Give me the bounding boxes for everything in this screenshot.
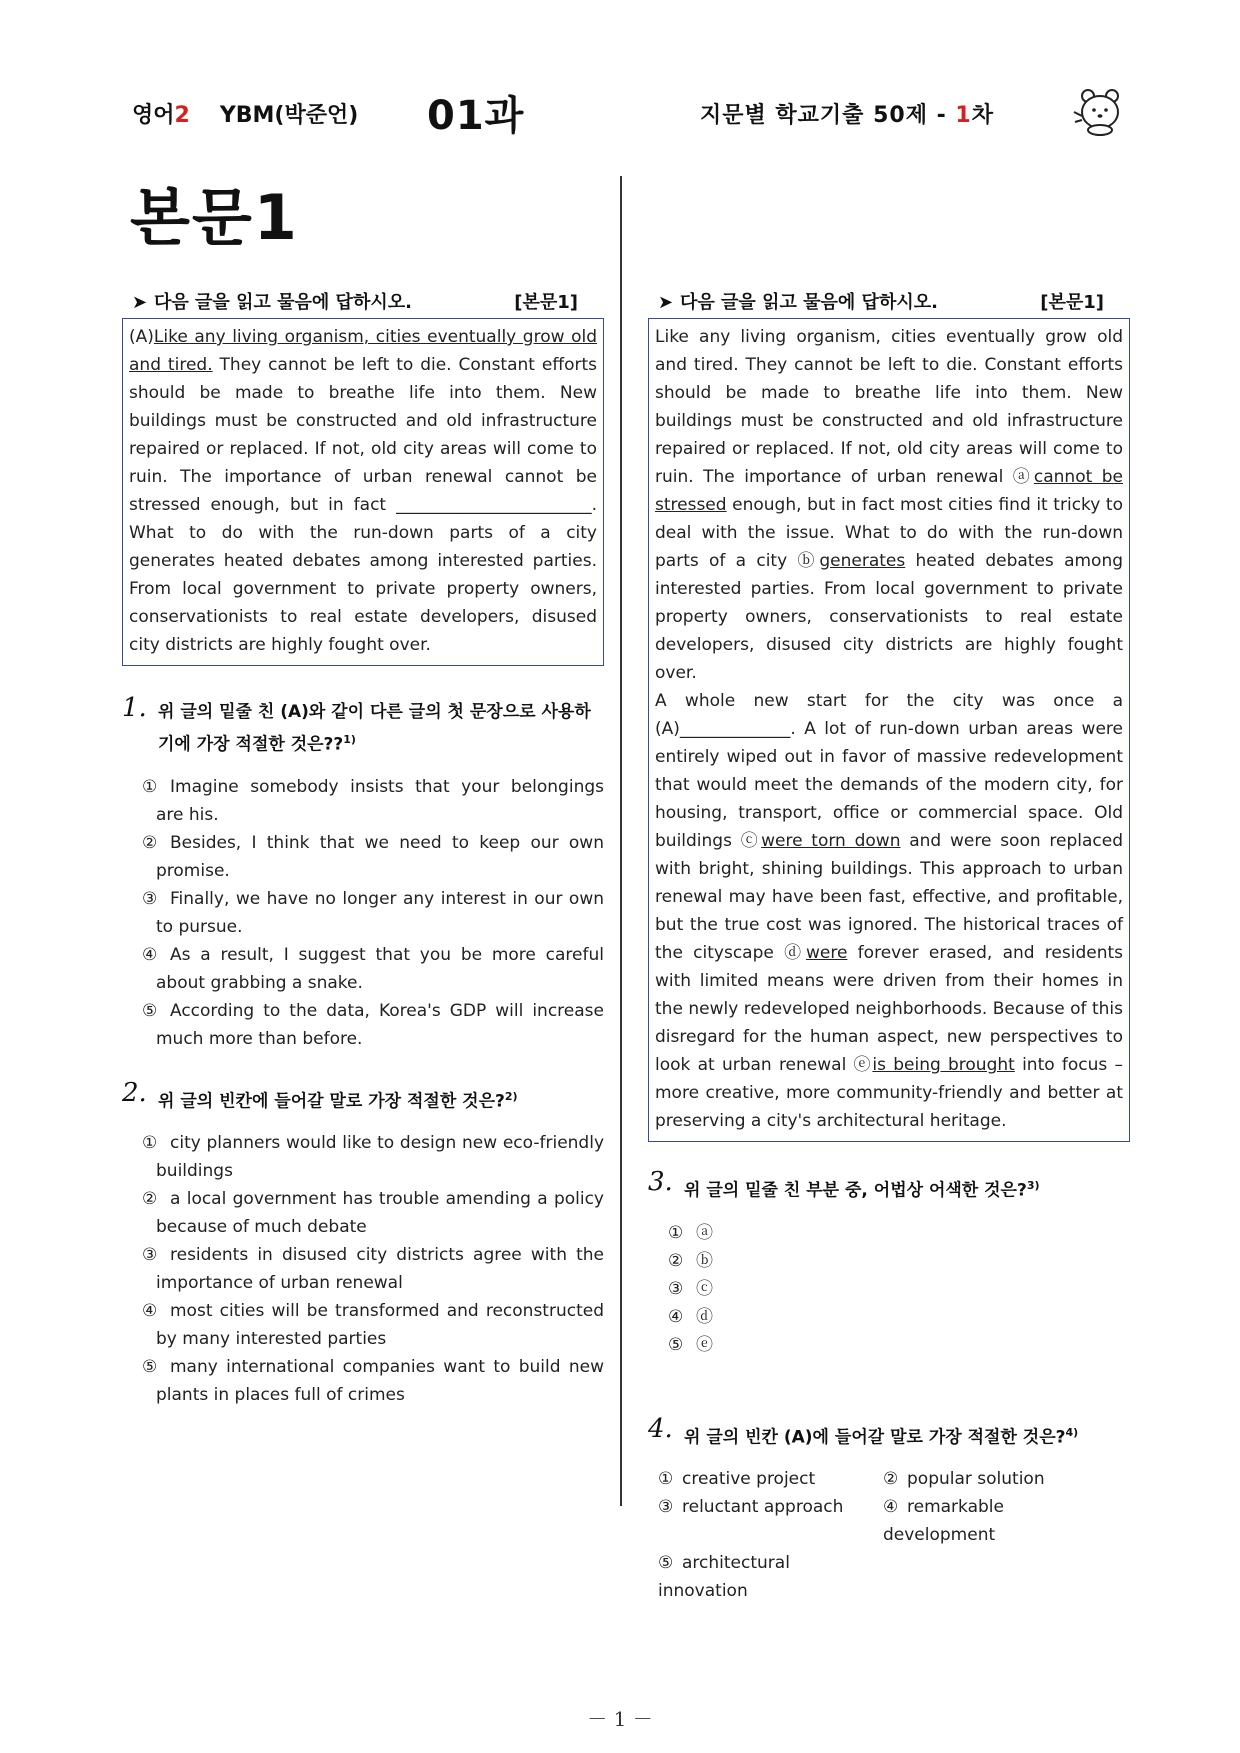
choice-mark: ⑤ [142,1357,158,1378]
footnote-ref: 2) [504,1089,518,1103]
choice-item[interactable] [132,1185,604,1241]
choice-mark: ① [142,776,158,797]
passage-text: into focus – more creative, more community-friendly and better at preserving a city's architectural heritage. [655,1055,1123,1131]
left-column [122,288,604,1409]
paragraph-2 [655,687,1123,1135]
choice-mark: ④ [883,1497,899,1518]
section-title: 본문1 [130,181,299,254]
choice-item[interactable] [658,1493,883,1549]
choice-item[interactable] [132,1353,604,1409]
passage-text: . What to do with the run-down parts of a city generates heated debates among interested parties. From local government to private property owners, conservationists to real estate developers, disused city districts are highly fought over. [129,495,597,655]
choice-item[interactable] [658,1303,1130,1331]
page-number: － 1 － [587,1707,653,1731]
question-text: 위 글의 빈칸 (A)에 들어갈 말로 가장 적절한 것은? [684,1427,1066,1448]
passage-text: . A lot of run-down urban areas were entirely wiped out in favor of massive redevelopment that would meet the demands of the modern city, for housing, transport, office or commercial space. Old buildings [655,719,1123,851]
choice-item[interactable] [658,1331,1130,1359]
choice-mark: ② [142,832,158,853]
choice-list [122,1129,604,1409]
choice-item[interactable] [658,1219,1130,1247]
choice-mark: ③ [142,888,158,909]
question-4 [648,1413,1130,1452]
publisher: YBM(박준언) [219,103,359,128]
arrow-icon: ➤ [658,292,674,313]
choice-text: Besides, I think that we need to keep our own promise. [156,832,604,881]
question-1 [122,693,604,759]
choice-item[interactable] [132,1241,604,1297]
choice-mark: ⑤ [142,1000,158,1021]
passage-tag: [본문1] [1040,292,1104,313]
choice-text: most cities will be transformed and reconstructed by many interested parties [156,1301,604,1350]
choice-text: According to the data, Korea's GDP will increase much more than before. [156,1000,604,1049]
arrow-icon: ➤ [132,292,148,313]
passage-text: Like any living organism, cities eventually grow old and tired. They cannot be left to die. Constant efforts should be made to breathe life into them. New buildings must be constructed and old infrastructure repaired or replaced. If not, old city areas will come to ruin. The importance of urban renewal [655,327,1123,487]
choice-text: ⓑ [696,1250,713,1271]
passage-box [648,318,1130,1142]
question-number: 4. [648,1413,673,1444]
choice-text: Imagine somebody insists that your belongings are his. [156,776,604,825]
choice-item[interactable] [658,1549,883,1605]
footnote-ref: 3) [1026,1179,1040,1192]
choice-text: ⓓ [696,1306,713,1327]
underlined-b: generates [819,551,906,571]
paragraph-1 [655,323,1123,687]
underlined-d: were [805,943,848,963]
directive [648,288,1130,318]
choice-item[interactable] [883,1465,1108,1493]
choice-text: Finally, we have no longer any interest in our own to pursue. [156,888,604,937]
right-column [648,288,1130,1605]
choice-text: ⓐ [696,1222,713,1243]
subject-number: 2 [174,103,190,128]
directive-text: 다음 글을 읽고 물음에 답하시오. [680,292,938,313]
series-suffix: 차 [971,103,994,128]
underlined-c: were torn down [761,831,901,851]
choice-mark: ② [883,1469,899,1490]
choice-mark: ③ [658,1497,674,1518]
choice-text: ⓒ [696,1278,713,1299]
footnote-ref: 4) [1065,1425,1079,1439]
passage-label: (A) [129,327,154,347]
choice-item[interactable] [658,1465,883,1493]
footnote-ref: 1) [343,733,356,746]
bear-mascot-icon [1072,86,1128,136]
passage-tag: [본문1] [514,292,578,313]
choice-text: creative project [682,1469,816,1490]
choice-text: city planners would like to design new eco-friendly buildings [156,1133,604,1182]
choice-item[interactable] [132,829,604,885]
series-number: 1 [955,103,972,128]
choice-text: many international companies want to build new plants in places full of crimes [156,1357,604,1406]
choice-item[interactable] [132,1129,604,1185]
choice-text: architectural innovation [658,1553,790,1602]
choice-item[interactable] [883,1493,1108,1549]
underlined-a: cannot be stressed [655,467,1123,515]
passage-text: enough, but in fact most cities find it tricky to deal with the issue. What to do with the run-down parts of a city [655,495,1123,571]
directive [122,288,604,318]
marker-d: ⓓ [784,943,806,963]
question-text: 위 글의 빈칸에 들어갈 말로 가장 적절한 것은? [158,1091,505,1112]
subject-prefix: 영어 [132,103,175,128]
choice-text: a local government has trouble amending a policy because of much debate [156,1189,604,1238]
choice-mark: ⑤ [658,1553,674,1574]
column-divider [620,176,622,1506]
choice-item[interactable] [132,1297,604,1353]
passage-text: A whole new start for the city was once a (A) [655,691,1123,739]
lesson-number: 01과 [427,93,525,139]
marker-c: ⓒ [740,831,762,851]
choice-list [122,773,604,1053]
passage-blank: _____________ [679,719,791,739]
choice-grid [658,1465,1130,1605]
page-header [132,78,1132,148]
question-2 [122,1077,604,1116]
choice-text: As a result, I suggest that you be more careful about grabbing a snake. [156,944,604,993]
series-prefix: 지문별 학교기출 50제 - [700,103,956,128]
passage-text: heated debates among interested parties. From local government to private property owners, conservationists to real estate developers, disused city districts are highly fought over. [655,551,1124,683]
choice-mark: ⑤ [668,1334,684,1355]
choice-text: remarkable development [883,1497,1004,1546]
choice-mark: ④ [668,1306,684,1327]
passage-text: forever erased, and residents with limited means were driven from their homes in the newly redeveloped neighborhoods. Because of this disregard for the human aspect, new perspectives to look at urban renewal [655,943,1124,1075]
choice-mark: ④ [142,944,158,965]
passage-text: They cannot be left to die. Constant efforts should be made to breathe life into them. New buildings must be constructed and old infrastructure repaired or replaced. If not, old city areas will come to ruin. The importance of urban renewal cannot be stressed enough, but in fact [129,355,597,515]
choice-mark: ① [658,1469,674,1490]
directive-text: 다음 글을 읽고 물음에 답하시오. [154,292,412,313]
marker-e: ⓔ [853,1055,873,1075]
choice-text: ⓔ [696,1334,713,1355]
passage-text: and were soon replaced with bright, shining buildings. This approach to urban renewal may have been fast, effective, and profitable, but the true cost was ignored. The historical traces of the cityscape [655,831,1123,963]
choice-list [648,1219,1130,1359]
question-number: 1. [122,693,147,723]
choice-item[interactable] [132,941,604,997]
passage-blank: _______________________ [396,495,592,515]
choice-text: residents in disused city districts agree with the importance of urban renewal [156,1245,604,1294]
choice-mark: ② [142,1189,158,1210]
choice-mark: ② [668,1250,684,1271]
underlined-sentence: Like any living organism, cities eventually grow old and tired. [129,327,597,375]
subject-label [132,98,358,129]
choice-mark: ① [142,1133,158,1154]
question-number: 3. [648,1167,673,1197]
marker-b: ⓑ [797,551,820,571]
choice-mark: ③ [142,1245,158,1266]
underlined-e: is being brought [872,1055,1015,1075]
choice-text: reluctant approach [682,1497,844,1518]
choice-item[interactable] [658,1275,1130,1303]
choice-item[interactable] [132,997,604,1053]
choice-item[interactable] [132,885,604,941]
question-text: 위 글의 밑줄 친 (A)와 같이 다른 글의 첫 문장으로 사용하기에 가장 적절한 것은?? [158,702,591,755]
choice-mark: ④ [142,1301,158,1322]
passage-box [122,318,604,666]
question-3 [648,1167,1130,1205]
choice-mark: ① [668,1222,684,1243]
series-label [700,98,994,129]
question-number: 2. [122,1077,147,1108]
question-text: 위 글의 밑줄 친 부분 중, 어법상 어색한 것은? [684,1180,1027,1201]
marker-a: ⓐ [1012,467,1034,487]
choice-text: popular solution [907,1469,1045,1490]
choice-item[interactable] [658,1247,1130,1275]
choice-mark: ③ [668,1278,684,1299]
choice-item[interactable] [132,773,604,829]
